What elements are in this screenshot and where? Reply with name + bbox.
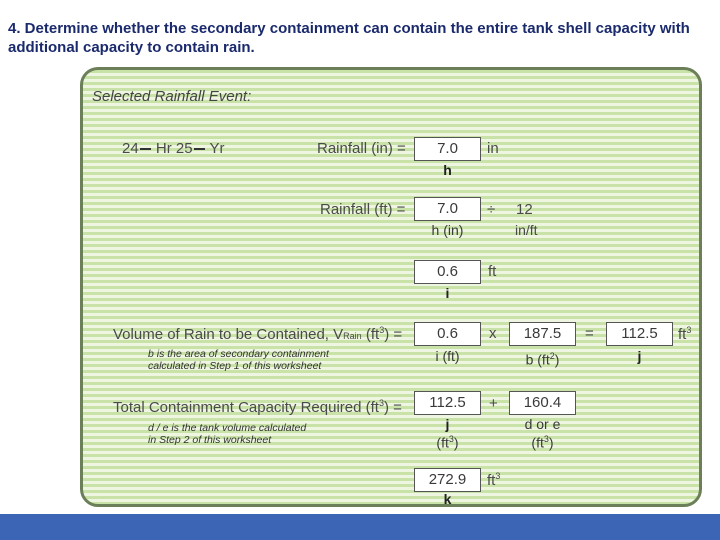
sub-h-in: h (in) xyxy=(431,222,464,238)
total-note-line2: in Step 2 of this worksheet xyxy=(148,434,272,446)
total-d-value[interactable]: 160.4 xyxy=(509,391,576,415)
event-duration: 24 xyxy=(122,140,139,157)
total-label: Total Containment Capacity Required $(ft^3)$ = xyxy=(113,398,402,416)
volume-label: Volume of Rain to be Contained, VRain $(ft^3)$ = xyxy=(113,325,403,343)
volume-unit-text: ft xyxy=(678,326,687,343)
result-k-unit: $ft^3$ xyxy=(487,471,501,489)
volume-b-value[interactable]: 187.5 xyxy=(509,322,576,346)
total-capacity-result[interactable]: 272.9 xyxy=(414,468,481,492)
sub-b-text: b (ft xyxy=(525,351,550,368)
rainfall-in-label: Rainfall (in) = xyxy=(317,140,406,157)
event-years: Yr xyxy=(209,140,225,157)
sub-i-ft: i (ft) xyxy=(435,348,460,364)
divisor-value: 12 xyxy=(516,201,533,218)
rainfall-in-unit: in xyxy=(487,140,499,157)
plus-operator: + xyxy=(489,395,498,412)
equals-operator: = xyxy=(585,325,594,342)
total-label-text: Total Containment Capacity Required (ft xyxy=(113,399,379,416)
sub-j-unit: $(ft^3)$ xyxy=(436,434,459,451)
total-note xyxy=(148,422,306,446)
volume-unit: $ft^3$ xyxy=(678,325,692,343)
total-j-value[interactable]: 112.5 xyxy=(414,391,481,415)
sub-d-unit: $(ft^3)$ xyxy=(531,434,554,451)
rainfall-in-value[interactable]: 7.0 xyxy=(414,137,481,161)
sub-b-ft2: b $(ft^2)$ xyxy=(525,351,560,368)
letter-k: k xyxy=(443,491,452,507)
volume-note-line2: calculated in Step 1 of this worksheet xyxy=(148,360,322,372)
volume-note xyxy=(148,348,329,372)
volume-j-value[interactable]: 112.5 xyxy=(606,322,673,346)
volume-label-text: Volume of Rain to be Contained, V xyxy=(113,326,344,343)
total-label-tail: ) = xyxy=(383,399,402,416)
event-dash-1 xyxy=(140,148,151,150)
event-hours-return: Hr 25 xyxy=(155,140,193,157)
panel-title: Selected Rainfall Event: xyxy=(92,88,252,105)
result-i-unit: ft xyxy=(488,263,497,280)
divide-operator: ÷ xyxy=(487,201,496,218)
result-k-unit-text: ft xyxy=(487,472,496,489)
rainfall-event xyxy=(122,140,224,157)
section-heading: 4. Determine whether the secondary containment can contain the entire tank shell capacity with additional capacity to contain rain. xyxy=(8,20,690,56)
sub-d-unit-text: (ft xyxy=(531,434,544,451)
total-note-line1: d / e is the tank volume calculated xyxy=(148,422,307,434)
volume-i-value[interactable]: 0.6 xyxy=(414,322,481,346)
volume-note-line1: b is the area of secondary containment xyxy=(148,348,329,360)
sub-d-or-e: d or e xyxy=(524,416,561,432)
rainfall-ft-result[interactable]: 0.6 xyxy=(414,260,481,284)
event-dash-2 xyxy=(194,148,205,150)
letter-j-total: j xyxy=(445,416,450,432)
sub-j-unit-text: (ft xyxy=(436,434,449,451)
letter-j: j xyxy=(637,348,642,364)
sub-b-tail: ) xyxy=(554,351,560,368)
volume-label-tail: ) = xyxy=(384,326,403,343)
slide-footer-bar xyxy=(0,514,720,540)
letter-h: h xyxy=(443,162,452,178)
letter-i: i xyxy=(445,285,450,301)
multiply-operator: x xyxy=(489,325,497,342)
rainfall-ft-value[interactable]: 7.0 xyxy=(414,197,481,221)
volume-label-unit: (ft xyxy=(365,326,380,343)
volume-label-sub: Rain xyxy=(343,331,362,341)
rainfall-worksheet-panel xyxy=(80,67,702,507)
rainfall-ft-label: Rainfall (ft) = xyxy=(320,201,406,218)
sub-in-per-ft: in/ft xyxy=(515,222,538,238)
